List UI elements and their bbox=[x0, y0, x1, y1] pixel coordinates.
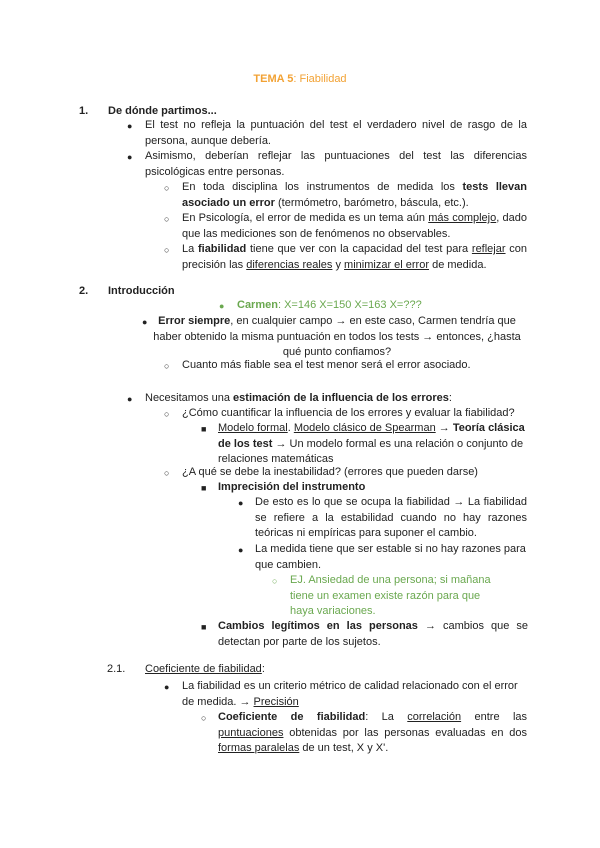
s1-bullet-2: Asimismo, deberían reflejar las puntuaciones del test las diferencias psicológicas entre personas. bbox=[145, 150, 527, 178]
s1-sub-1: En toda disciplina los instrumentos de medida los tests llevan asociado un error (termómetro, barómetro, báscula, etc.). bbox=[182, 181, 528, 209]
bullet-circle-icon: ○ bbox=[164, 361, 170, 371]
s1-sub-3: La fiabilidad tiene que ver con la capacidad del test para reflejar con precisión las diferencias reales y minimizar el error de medida. bbox=[182, 243, 527, 271]
imprecision-heading: Imprecisión del instrumento bbox=[218, 481, 366, 493]
error-siempre-text: Error siempre, en cualquier campo → en este caso, Carmen tendría que haber obtenido la misma puntuación en todos los tests → entonces, ¿hasta qué punto confiamos? bbox=[153, 315, 521, 358]
bullet-dot-icon: ● bbox=[142, 317, 148, 327]
bullet-circle-icon: ○ bbox=[164, 214, 170, 224]
bullet-dot-icon: ● bbox=[219, 301, 225, 311]
section-2-heading: Introducción bbox=[108, 285, 175, 297]
s1-bullet-1: El test no refleja la puntuación del test el verdadero nivel de rasgo de la persona, aunque debería. bbox=[145, 119, 527, 147]
bullet-dot-icon: ● bbox=[127, 152, 133, 162]
question-1: ¿Cómo cuantificar la influencia de los errores y evaluar la fiabilidad? bbox=[182, 407, 515, 419]
example-ansiedad: EJ. Ansiedad de una persona; si mañana tiene un examen existe razón para que haya variaciones. bbox=[290, 574, 491, 617]
bullet-circle-icon: ○ bbox=[164, 245, 170, 255]
bullet-square-icon: ■ bbox=[201, 622, 207, 632]
bullet-circle-icon: ○ bbox=[164, 468, 170, 478]
error-sub-text: Cuanto más fiable sea el test menor será el error asociado. bbox=[182, 359, 471, 371]
section-1-heading: De dónde partimos... bbox=[108, 105, 217, 117]
bullet-dot-icon: ● bbox=[164, 682, 170, 692]
bullet-dot-icon: ● bbox=[238, 498, 244, 508]
s21-bullet-1: La fiabilidad es un criterio métrico de calidad relacionado con el error de medida. → Precisión bbox=[182, 680, 518, 708]
section-1-number: 1. bbox=[79, 105, 89, 117]
imprecision-point-1: De esto es lo que se ocupa la fiabilidad → La fiabilidad se refiere a la estabilidad cuando no hay razones teóricas ni empíricas para suponer el cambio. bbox=[255, 496, 527, 539]
bullet-circle-icon: ○ bbox=[201, 713, 207, 723]
section-2-number: 2. bbox=[79, 285, 89, 297]
page-title: TEMA 5: Fiabilidad bbox=[253, 73, 347, 85]
cambios-legitimos: Cambios legítimos en las personas → cambios que se detectan por parte de los sujetos. bbox=[218, 620, 528, 648]
section-2-1-heading: Coeficiente de fiabilidad: bbox=[145, 663, 265, 675]
section-2-1-number: 2.1. bbox=[107, 663, 126, 675]
s21-coef-def: Coeficiente de fiabilidad: La correlación entre las puntuaciones obtenidas por las personas evaluadas en dos formas paralelas de un test, X y X'. bbox=[218, 711, 528, 754]
s1-sub-2: En Psicología, el error de medida es un tema aún más complejo, dado que las mediciones son de fenómenos no observables. bbox=[182, 212, 527, 240]
question-2: ¿A qué se debe la inestabilidad? (errores que pueden darse) bbox=[182, 466, 478, 478]
bullet-square-icon: ■ bbox=[201, 483, 207, 493]
bullet-circle-icon: ○ bbox=[272, 576, 278, 586]
bullet-dot-icon: ● bbox=[238, 545, 244, 555]
bullet-dot-icon: ● bbox=[127, 121, 133, 131]
imprecision-point-2: La medida tiene que ser estable si no hay razones para que cambien. bbox=[255, 543, 526, 571]
bullet-dot-icon: ● bbox=[127, 394, 133, 404]
bullet-circle-icon: ○ bbox=[164, 409, 170, 419]
bullet-circle-icon: ○ bbox=[164, 183, 170, 193]
need-estimation: Necesitamos una estimación de la influencia de los errores: bbox=[145, 392, 452, 404]
model-text: Modelo formal. Modelo clásico de Spearman → Teoría clásica de los test → Un modelo formal es una relación o conjunto de relaciones matemáticas bbox=[218, 422, 525, 465]
bullet-square-icon: ■ bbox=[201, 424, 207, 434]
carmen-example: Carmen: X=146 X=150 X=163 X=??? bbox=[237, 299, 422, 311]
